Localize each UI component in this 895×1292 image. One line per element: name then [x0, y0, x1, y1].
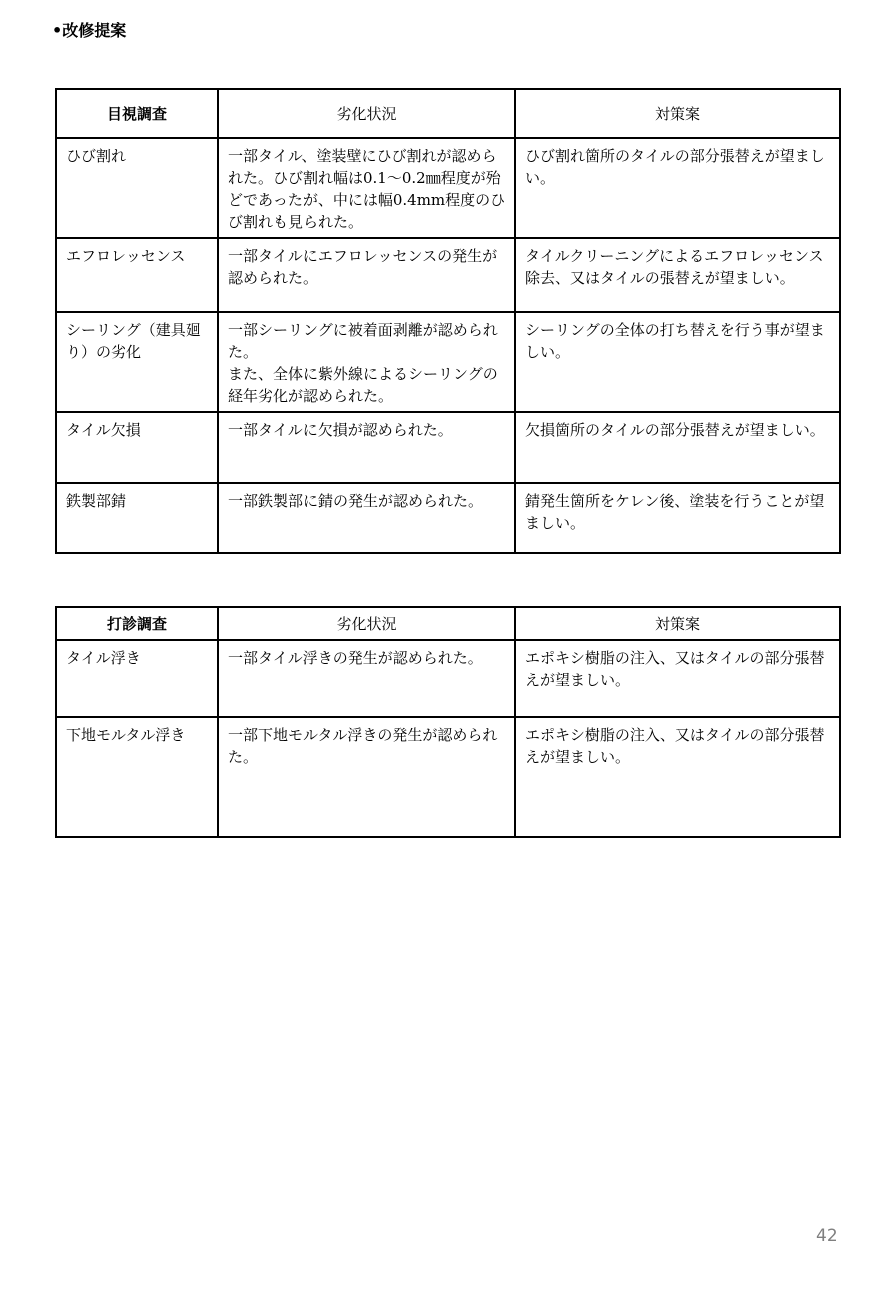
condition-cell: 一部下地モルタル浮きの発生が認められた。 [218, 717, 515, 837]
measure-cell: 欠損箇所のタイルの部分張替えが望ましい。 [515, 412, 840, 483]
table-row [56, 312, 840, 412]
item-cell: タイル欠損 [56, 412, 218, 483]
measure-cell: 錆発生箇所をケレン後、塗装を行うことが望ましい。 [515, 483, 840, 553]
condition-cell: 一部タイル、塗装壁にひび割れが認められた。ひび割れ幅は0.1～0.2㎜程度が殆どであったが、中には幅0.4mm程度のひび割れも見られた。 [218, 138, 515, 238]
table-row [56, 238, 840, 312]
condition-text: 一部シーリングに被着面剥離が認められた。 また、全体に紫外線によるシーリングの経年劣化が認められた。 [228, 321, 498, 405]
visual-inspection-table [55, 88, 841, 554]
condition-cell: 一部タイルに欠損が認められた。 [218, 412, 515, 483]
item-cell: タイル浮き [56, 640, 218, 717]
condition-cell [218, 312, 515, 412]
column-header-measure: 対策案 [515, 607, 840, 640]
item-cell: 鉄製部錆 [56, 483, 218, 553]
table-header-row [56, 89, 840, 138]
measure-cell: エポキシ樹脂の注入、又はタイルの部分張替えが望ましい。 [515, 640, 840, 717]
item-cell: 下地モルタル浮き [56, 717, 218, 837]
measure-cell: ひび割れ箇所のタイルの部分張替えが望ましい。 [515, 138, 840, 238]
measure-cell: タイルクリーニングによるエフロレッセンス除去、又はタイルの張替えが望ましい。 [515, 238, 840, 312]
column-header-inspection: 打診調査 [56, 607, 218, 640]
table-header-row [56, 607, 840, 640]
page-number: 42 [816, 1226, 838, 1246]
measure-cell: シーリングの全体の打ち替えを行う事が望ましい。 [515, 312, 840, 412]
table-row [56, 138, 840, 238]
table-row [56, 640, 840, 717]
column-header-measure: 対策案 [515, 89, 840, 138]
item-cell: ひび割れ [56, 138, 218, 238]
table-row [56, 717, 840, 837]
column-header-condition: 劣化状況 [218, 607, 515, 640]
tapping-inspection-table [55, 606, 841, 838]
section-heading: •改修提案 [52, 21, 127, 40]
item-cell: シーリング（建具廻り）の劣化 [56, 312, 218, 412]
condition-cell: 一部鉄製部に錆の発生が認められた。 [218, 483, 515, 553]
condition-cell: 一部タイル浮きの発生が認められた。 [218, 640, 515, 717]
table-row [56, 483, 840, 553]
table-row [56, 412, 840, 483]
measure-cell: エポキシ樹脂の注入、又はタイルの部分張替えが望ましい。 [515, 717, 840, 837]
column-header-condition: 劣化状況 [218, 89, 515, 138]
column-header-inspection: 目視調査 [56, 89, 218, 138]
condition-cell: 一部タイルにエフロレッセンスの発生が認められた。 [218, 238, 515, 312]
item-cell: エフロレッセンス [56, 238, 218, 312]
